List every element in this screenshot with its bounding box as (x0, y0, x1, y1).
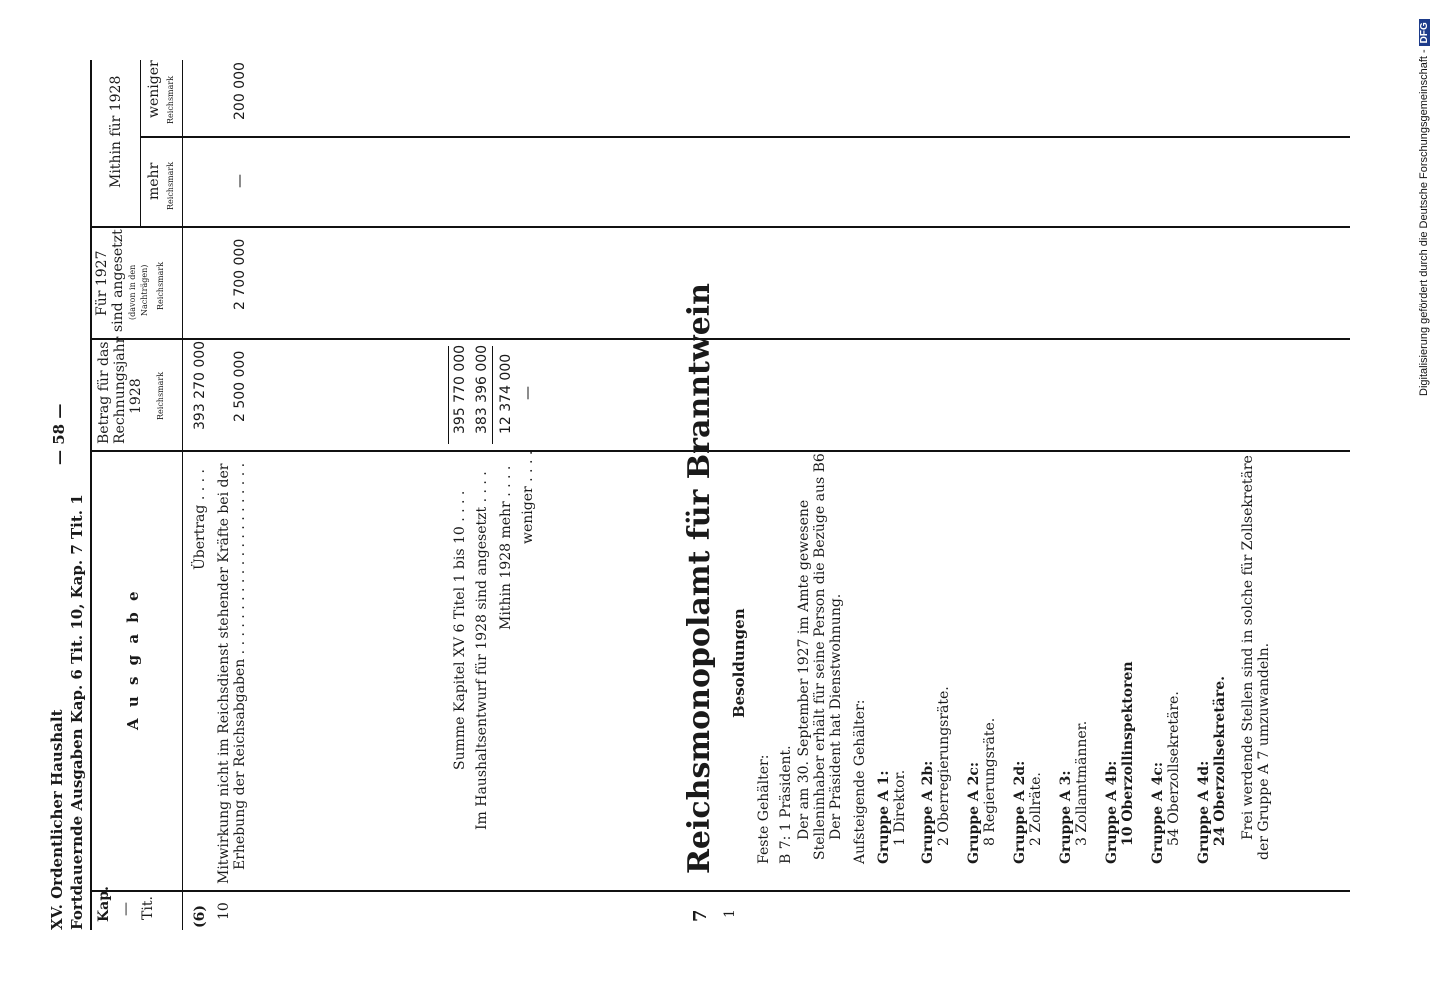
header-title: XV. Ordentlicher Haushalt (48, 709, 66, 930)
gruppe-a2c: Gruppe A 2c: (966, 761, 982, 864)
col-divider-mehr (140, 136, 1350, 138)
line-b7: B 7: 1 Präsident. (778, 745, 794, 864)
col-1927-unit: Reichsmark (156, 261, 165, 310)
col-tit: Tit. (140, 896, 156, 920)
col-1927-2: sind angesetzt (110, 229, 126, 332)
mithin-weniger-label: weniger . . . . (520, 450, 536, 544)
gruppe-a2b-value: 2 Oberregierungsräte. (936, 686, 952, 846)
mithin-mehr-label: Mithin 1928 mehr . . . . (498, 465, 514, 630)
mitwirkung-1927: 2 700 000 (232, 238, 248, 310)
gruppe-a4b-value: 10 Oberzollinspektoren (1120, 661, 1136, 846)
sidebar-credit (1418, 6, 1434, 406)
col-1927-1: Für 1927 (94, 250, 110, 316)
mithin-weniger-value: — (520, 386, 536, 400)
page-number: — 58 — (50, 403, 68, 465)
mithin-mehr-value: 12 374 000 (498, 353, 514, 434)
gruppe-a1: Gruppe A 1: (876, 770, 892, 864)
line-aufsteigende: Aufsteigende Gehälter: (852, 699, 868, 864)
line-feste: Feste Gehälter: (756, 754, 772, 864)
sum-rule-1 (448, 346, 449, 444)
gruppe-a2b: Gruppe A 2b: (920, 760, 936, 864)
gruppe-a4d-value: 24 Oberzollsekretäre. (1212, 675, 1228, 846)
col-mehr-unit: Reichsmark (166, 161, 175, 210)
col-1927-3: (davon in den (128, 264, 137, 320)
col-weniger-unit: Reichsmark (166, 75, 175, 124)
header-bottom-rule (182, 60, 183, 930)
gruppe-a2c-value: 8 Regierungsräte. (982, 717, 998, 846)
gruppe-a3: Gruppe A 3: (1058, 770, 1074, 864)
col-betrag-2: Rechnungsjahr (112, 336, 128, 444)
col-mithin: Mithin für 1928 (108, 75, 124, 188)
gruppe-a2d: Gruppe A 2d: (1012, 760, 1028, 864)
mithin-subrule (140, 60, 141, 228)
col-divider-kap (90, 890, 1350, 892)
gruppe-a4d: Gruppe A 4d: (1196, 760, 1212, 864)
line-der-am: Der am 30. September 1927 im Amte gewesene (796, 499, 812, 840)
gruppe-a2d-value: 2 Zollräte. (1028, 772, 1044, 846)
col-mehr: mehr (146, 162, 162, 200)
summe-label: Summe Kapitel XV 6 Titel 1 bis 10 . . . . (452, 490, 468, 770)
mitwirkung-line1: Mitwirkung nicht im Reichsdienst stehender Kräfte bei der (216, 463, 232, 884)
gruppe-a4c: Gruppe A 4c: (1150, 761, 1166, 864)
header-subtitle: Fortdauernde Ausgaben Kap. 6 Tit. 10, Kap. 7 Tit. 1 (68, 494, 86, 930)
col-betrag-unit: Reichsmark (156, 371, 165, 420)
gruppe-a3-value: 3 Zollamtmänner. (1074, 720, 1090, 846)
summe-value: 395 770 000 (452, 344, 468, 434)
col-divider-1927 (90, 226, 1350, 228)
dfg-logo: DFG (1419, 19, 1430, 46)
tit-10: 10 (216, 902, 232, 920)
credit-text: Digitalisierung gefördert durch die Deutsche Forschungsgemeinschaft - (1418, 49, 1430, 396)
line-frei: Frei werdende Stellen sind in solche für Zollsekretäre (1240, 455, 1256, 840)
col-betrag-3: 1928 (128, 378, 144, 414)
tit-1: 1 (722, 909, 738, 918)
col-divider-ausgabe (90, 450, 1350, 452)
uebertrag-label: Übertrag . . . . (192, 469, 208, 570)
kap-7: 7 (690, 909, 711, 922)
uebertrag-value: 393 270 000 (192, 340, 208, 430)
line-umwandeln: der Gruppe A 7 umzuwandeln. (1256, 642, 1272, 860)
mitwirkung-mehr: — (232, 174, 248, 188)
gruppe-a1-value: 1 Direktor. (892, 769, 908, 846)
gruppe-a4b: Gruppe A 4b: (1104, 760, 1120, 864)
col-ausgabe: A u s g a b e (124, 588, 142, 730)
mitwirkung-weniger: 200 000 (232, 62, 248, 120)
haushalt-label: Im Haushaltsentwurf für 1928 sind angesetzt . . . . (474, 471, 490, 830)
line-stelleninhaber: Stelleninhaber erhält für seine Person die Bezüge aus B6. (812, 448, 828, 860)
col-kap: Kap. (96, 886, 112, 922)
col-divider-betrag (90, 338, 1350, 340)
sum-rule-2 (492, 346, 493, 444)
section-subtitle: Besoldungen (730, 608, 748, 718)
haushalt-value: 383 396 000 (474, 344, 490, 434)
gruppe-a4c-value: 54 Oberzollsekretäre. (1166, 691, 1182, 846)
col-dash: — (118, 902, 134, 916)
line-dienstwohnung: Der Präsident hat Dienstwohnung. (828, 593, 844, 840)
col-weniger: weniger (146, 60, 162, 118)
mitwirkung-betrag: 2 500 000 (232, 350, 248, 422)
col-1927-4: Nachträgen) (140, 264, 149, 316)
col-betrag-1: Betrag für das (96, 341, 112, 444)
section-title: Reichsmonopolamt für Branntwein (682, 283, 717, 874)
kap-6: (6) (192, 905, 208, 928)
mitwirkung-line2: Erhebung der Reichsabgaben . . . . . . . . . . . . . . . . . . . . . . (232, 462, 248, 870)
table-top-rule (90, 60, 92, 930)
